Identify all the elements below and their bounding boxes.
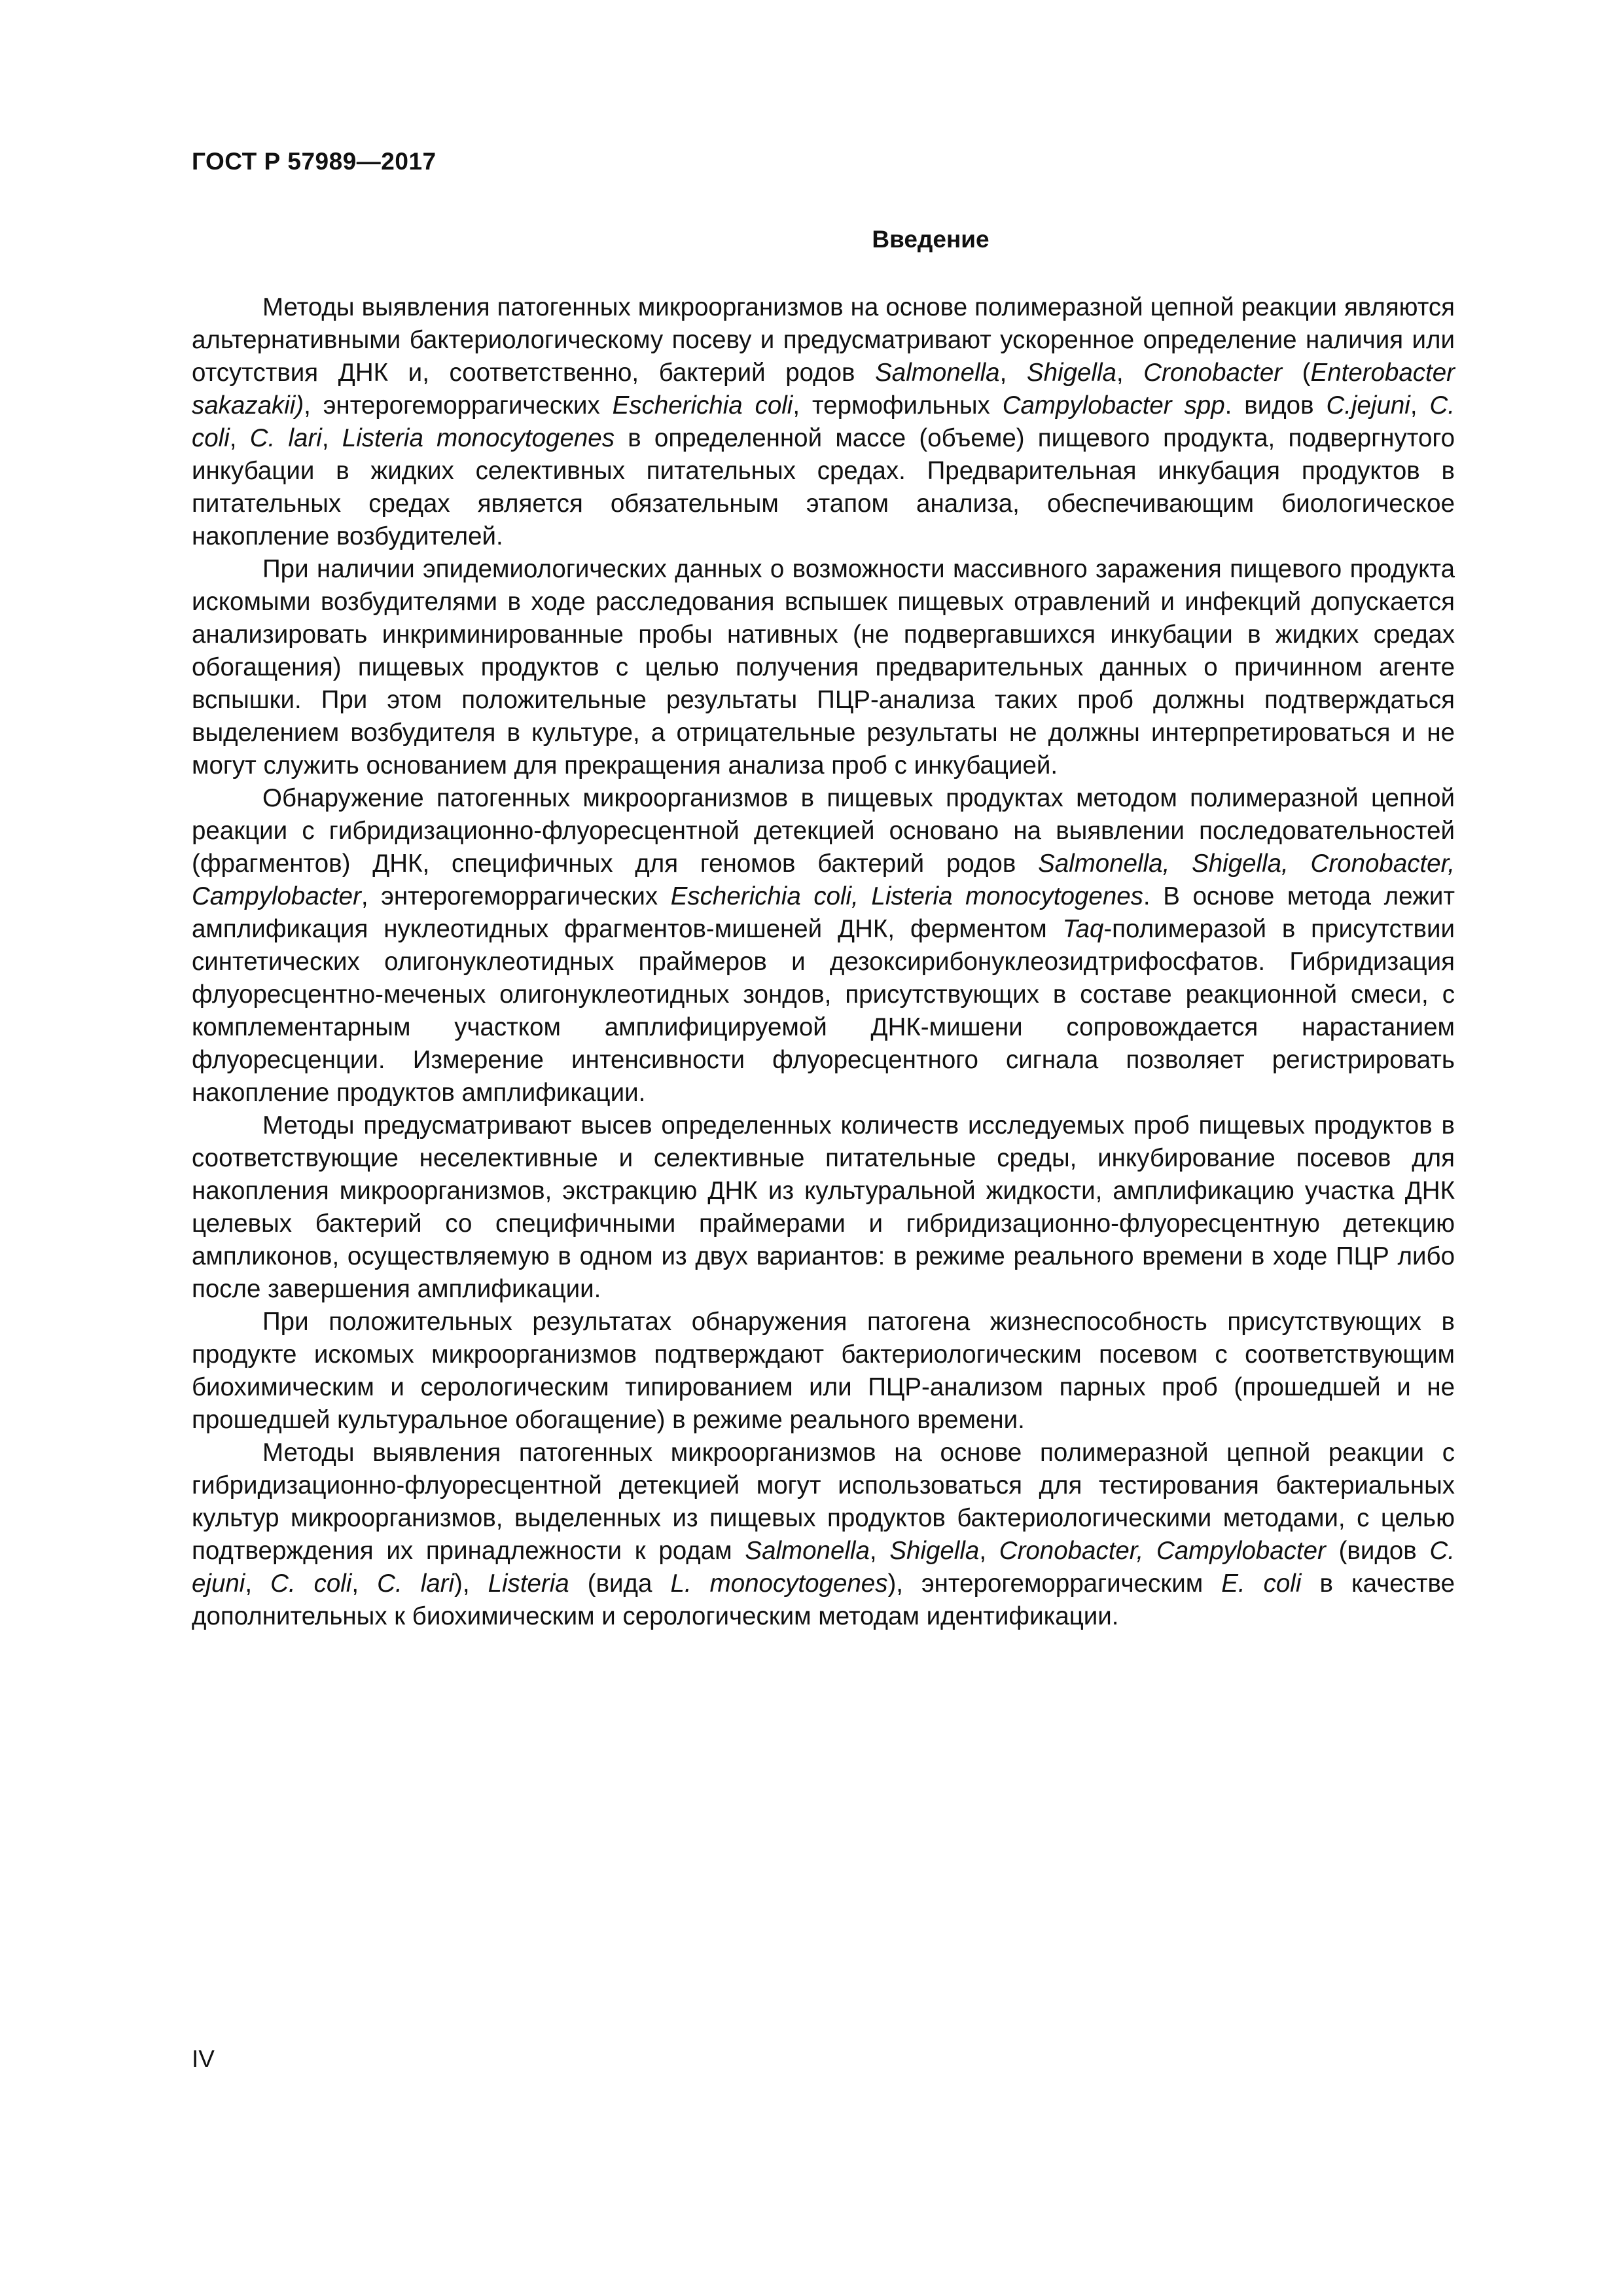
italic-term: Shigella xyxy=(889,1537,980,1565)
text-run: . видов xyxy=(1224,391,1327,420)
paragraph xyxy=(192,1109,1455,1306)
text-run: в качестве дополнительных к биохимическим и серологическим методам идентификации. xyxy=(192,1570,1455,1630)
italic-term: E. coli xyxy=(1221,1570,1302,1598)
text-run: , xyxy=(1116,359,1144,387)
italic-term: Cronobacter xyxy=(1143,359,1283,387)
italic-term: Salmonella xyxy=(745,1537,870,1565)
italic-term: Shigella xyxy=(1026,359,1116,387)
page-number: IV xyxy=(192,2045,215,2072)
text-run: , xyxy=(321,424,342,452)
italic-term: C. coli xyxy=(192,391,1455,452)
text-run: . В основе метода лежит амплификация нуклеотидных фрагментов-мишеней ДНК, ферментом xyxy=(192,882,1455,943)
text-run: , xyxy=(245,1570,271,1598)
italic-term: Taq xyxy=(1062,915,1104,943)
italic-term: Escherichia coli xyxy=(612,391,793,420)
paragraph xyxy=(192,1306,1455,1437)
italic-term: C.jejuni xyxy=(1326,391,1410,420)
text-run: (видов xyxy=(1325,1537,1430,1565)
text-run: ), энтерогеморрагическим xyxy=(887,1570,1222,1598)
italic-term: C. lari xyxy=(377,1570,455,1598)
text-run: ( xyxy=(1282,359,1311,387)
text-run: в определенной массе (объеме) пищевого продукта, подвергнутого инкубации в жидких селективных питательных средах. Предварительная инкубация продуктов в питательных средах является обязательным этапом анализа, обеспечивающим биологическое накопление возбудителей. xyxy=(192,424,1455,550)
italic-term: Salmonella, Shigella, Cronobacter, Campylobacter xyxy=(192,850,1455,910)
italic-term: Salmonella xyxy=(875,359,1000,387)
paragraph xyxy=(192,782,1455,1109)
text-run: Методы предусматривают высев определенных количеств исследуемых проб пищевых продуктов в соответствующие неселективные и селективные питательные среды, инкубирование посевов для накопления микроорганизмов, экстракцию ДНК из культуральной жидкости, амплификацию участка ДНК целевых бактерий со специфичными праймерами и гибридизационно-флуоресцентную детекцию ампликонов, осуществляемую в одном из двух вариантов: в режиме реального времени в ходе ПЦР либо после завершения амплификации. xyxy=(192,1111,1455,1303)
text-run: ), xyxy=(454,1570,488,1598)
paragraph xyxy=(192,553,1455,782)
text-run: При положительных результатах обнаружения патогена жизнеспособность присутствующих в продукте искомых микроорганизмов подтверждают бактериологическим посевом с соответствующим биохимическим и серологическим типированием или ПЦР-анализом парных проб (прошедшей и не прошедшей культуральное обогащение) в режиме реального времени. xyxy=(192,1308,1455,1434)
italic-term: C. coli xyxy=(270,1570,352,1598)
text-run: , xyxy=(1410,391,1430,420)
text-run: , xyxy=(351,1570,378,1598)
text-run: , xyxy=(999,359,1027,387)
text-run: Методы выявления патогенных микроорганизмов на основе полимеразной цепной реакции с гибридизационно-флуоресцентной детекцией могут использоваться для тестирования бактериальных культур микроорганизмов, выделенных из пищевых продуктов бактериологическими методами, с целью подтверждения их принадлежности к родам xyxy=(192,1439,1455,1565)
section-title: Введение xyxy=(872,226,990,253)
text-run: Обнаружение патогенных микроорганизмов в пищевых продуктах методом полимеразной цепной реакции с гибридизационно-флуоресцентной детекцией основано на выявлении последовательностей (фрагментов) ДНК, специфичных для геномов бактерий родов xyxy=(192,784,1455,878)
text-run: , энтерогеморрагических xyxy=(361,882,671,910)
italic-term: Listeria monocytogenes xyxy=(342,424,615,452)
paragraph xyxy=(192,1437,1455,1633)
body-text xyxy=(192,291,1455,1633)
italic-term: Escherichia coli, Listeria monocytogenes xyxy=(670,882,1143,910)
standard-code-header: ГОСТ Р 57989—2017 xyxy=(192,148,437,175)
text-run: , термофильных xyxy=(793,391,1003,420)
italic-term: L. monocytogenes xyxy=(670,1570,888,1598)
text-run: , xyxy=(229,424,250,452)
italic-term: Enterobacter sakazakii) xyxy=(192,359,1455,420)
text-run: -полимеразой в присутствии синтетических олигонуклеотидных праймеров и дезоксирибонуклеозидтрифосфатов. Гибридизация флуоресцентно-меченых олигонуклеотидных зондов, присутствующих в составе реакционной смеси, с комплементарным участком амплифицируемой ДНК-мишени сопровождается нарастанием флуоресценции. Измерение интенсивности флуоресцентного сигнала позволяет регистрировать накопление продуктов амплификации. xyxy=(192,915,1455,1107)
text-run: При наличии эпидемиологических данных о возможности массивного заражения пищевого продукта искомыми возбудителями в ходе расследования вспышек пищевых отравлений и инфекций допускается анализировать инкриминированные пробы нативных (не подвергавшихся инкубации в жидких средах обогащения) пищевых продуктов с целью получения предварительных данных о причинном агенте вспышки. При этом положительные результаты ПЦР-анализа таких проб должны подтверждаться выделением возбудителя в культуре, а отрицательные результаты не должны интерпретироваться и не могут служить основанием для прекращения анализа проб с инкубацией. xyxy=(192,555,1455,780)
text-run: Методы выявления патогенных микроорганизмов на основе полимеразной цепной реакции являются альтернативными бактериологическому посеву и предусматривают ускоренное определение наличия или отсутствия ДНК и, соответственно, бактерий родов xyxy=(192,293,1455,387)
italic-term: Cronobacter, Campylobacter xyxy=(999,1537,1326,1565)
text-run: , xyxy=(869,1537,890,1565)
text-run: , энтерогеморрагических xyxy=(304,391,613,420)
text-run: (вида xyxy=(569,1570,671,1598)
italic-term: C. ejuni xyxy=(192,1537,1455,1598)
italic-term: Campylobacter spp xyxy=(1002,391,1225,420)
text-run: , xyxy=(979,1537,999,1565)
italic-term: Listeria xyxy=(488,1570,569,1598)
italic-term: C. lari xyxy=(249,424,322,452)
paragraph xyxy=(192,291,1455,553)
